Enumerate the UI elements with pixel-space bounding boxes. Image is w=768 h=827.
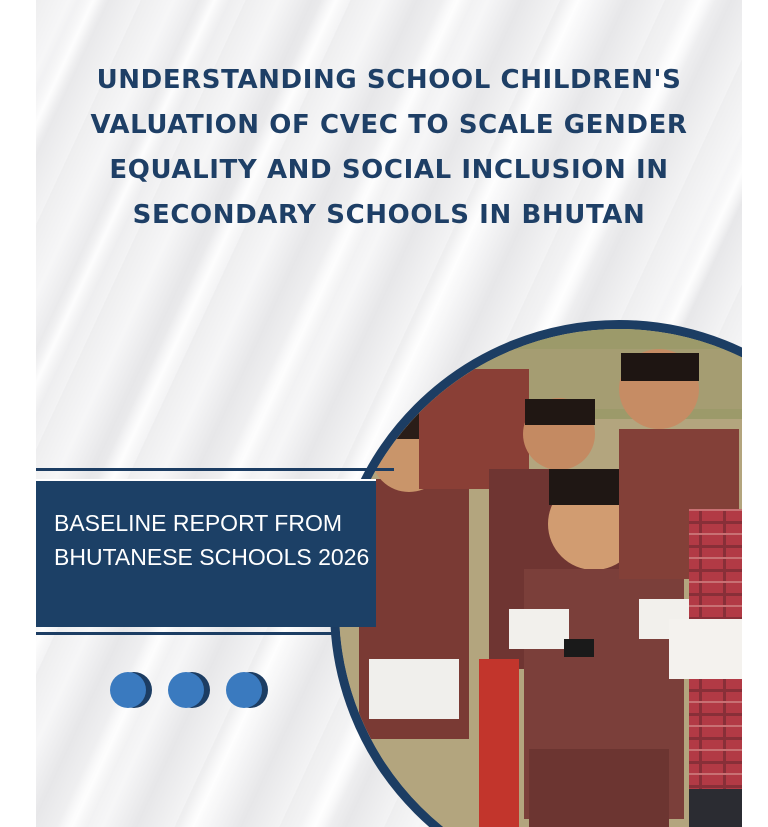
banner-top-rule [36, 468, 394, 471]
dot-icon [226, 672, 262, 708]
banner-bottom-rule [36, 632, 336, 635]
report-title: UNDERSTANDING SCHOOL CHILDREN'S VALUATION OF CVEC TO SCALE GENDER EQUALITY AND SOCIAL INCLUSION IN SECONDARY SCHOOLS IN BHUTAN [90, 65, 688, 230]
subtitle-banner [36, 479, 376, 627]
cover-photo-frame [330, 320, 742, 827]
students-photo-illustration [339, 329, 742, 827]
report-cover [36, 0, 742, 827]
cover-photo [330, 320, 742, 827]
report-subtitle: BASELINE REPORT FROM BHUTANESE SCHOOLS 2026 [54, 510, 370, 570]
dot-icon [110, 672, 146, 708]
decorative-dots [110, 672, 262, 708]
dot-icon [168, 672, 204, 708]
